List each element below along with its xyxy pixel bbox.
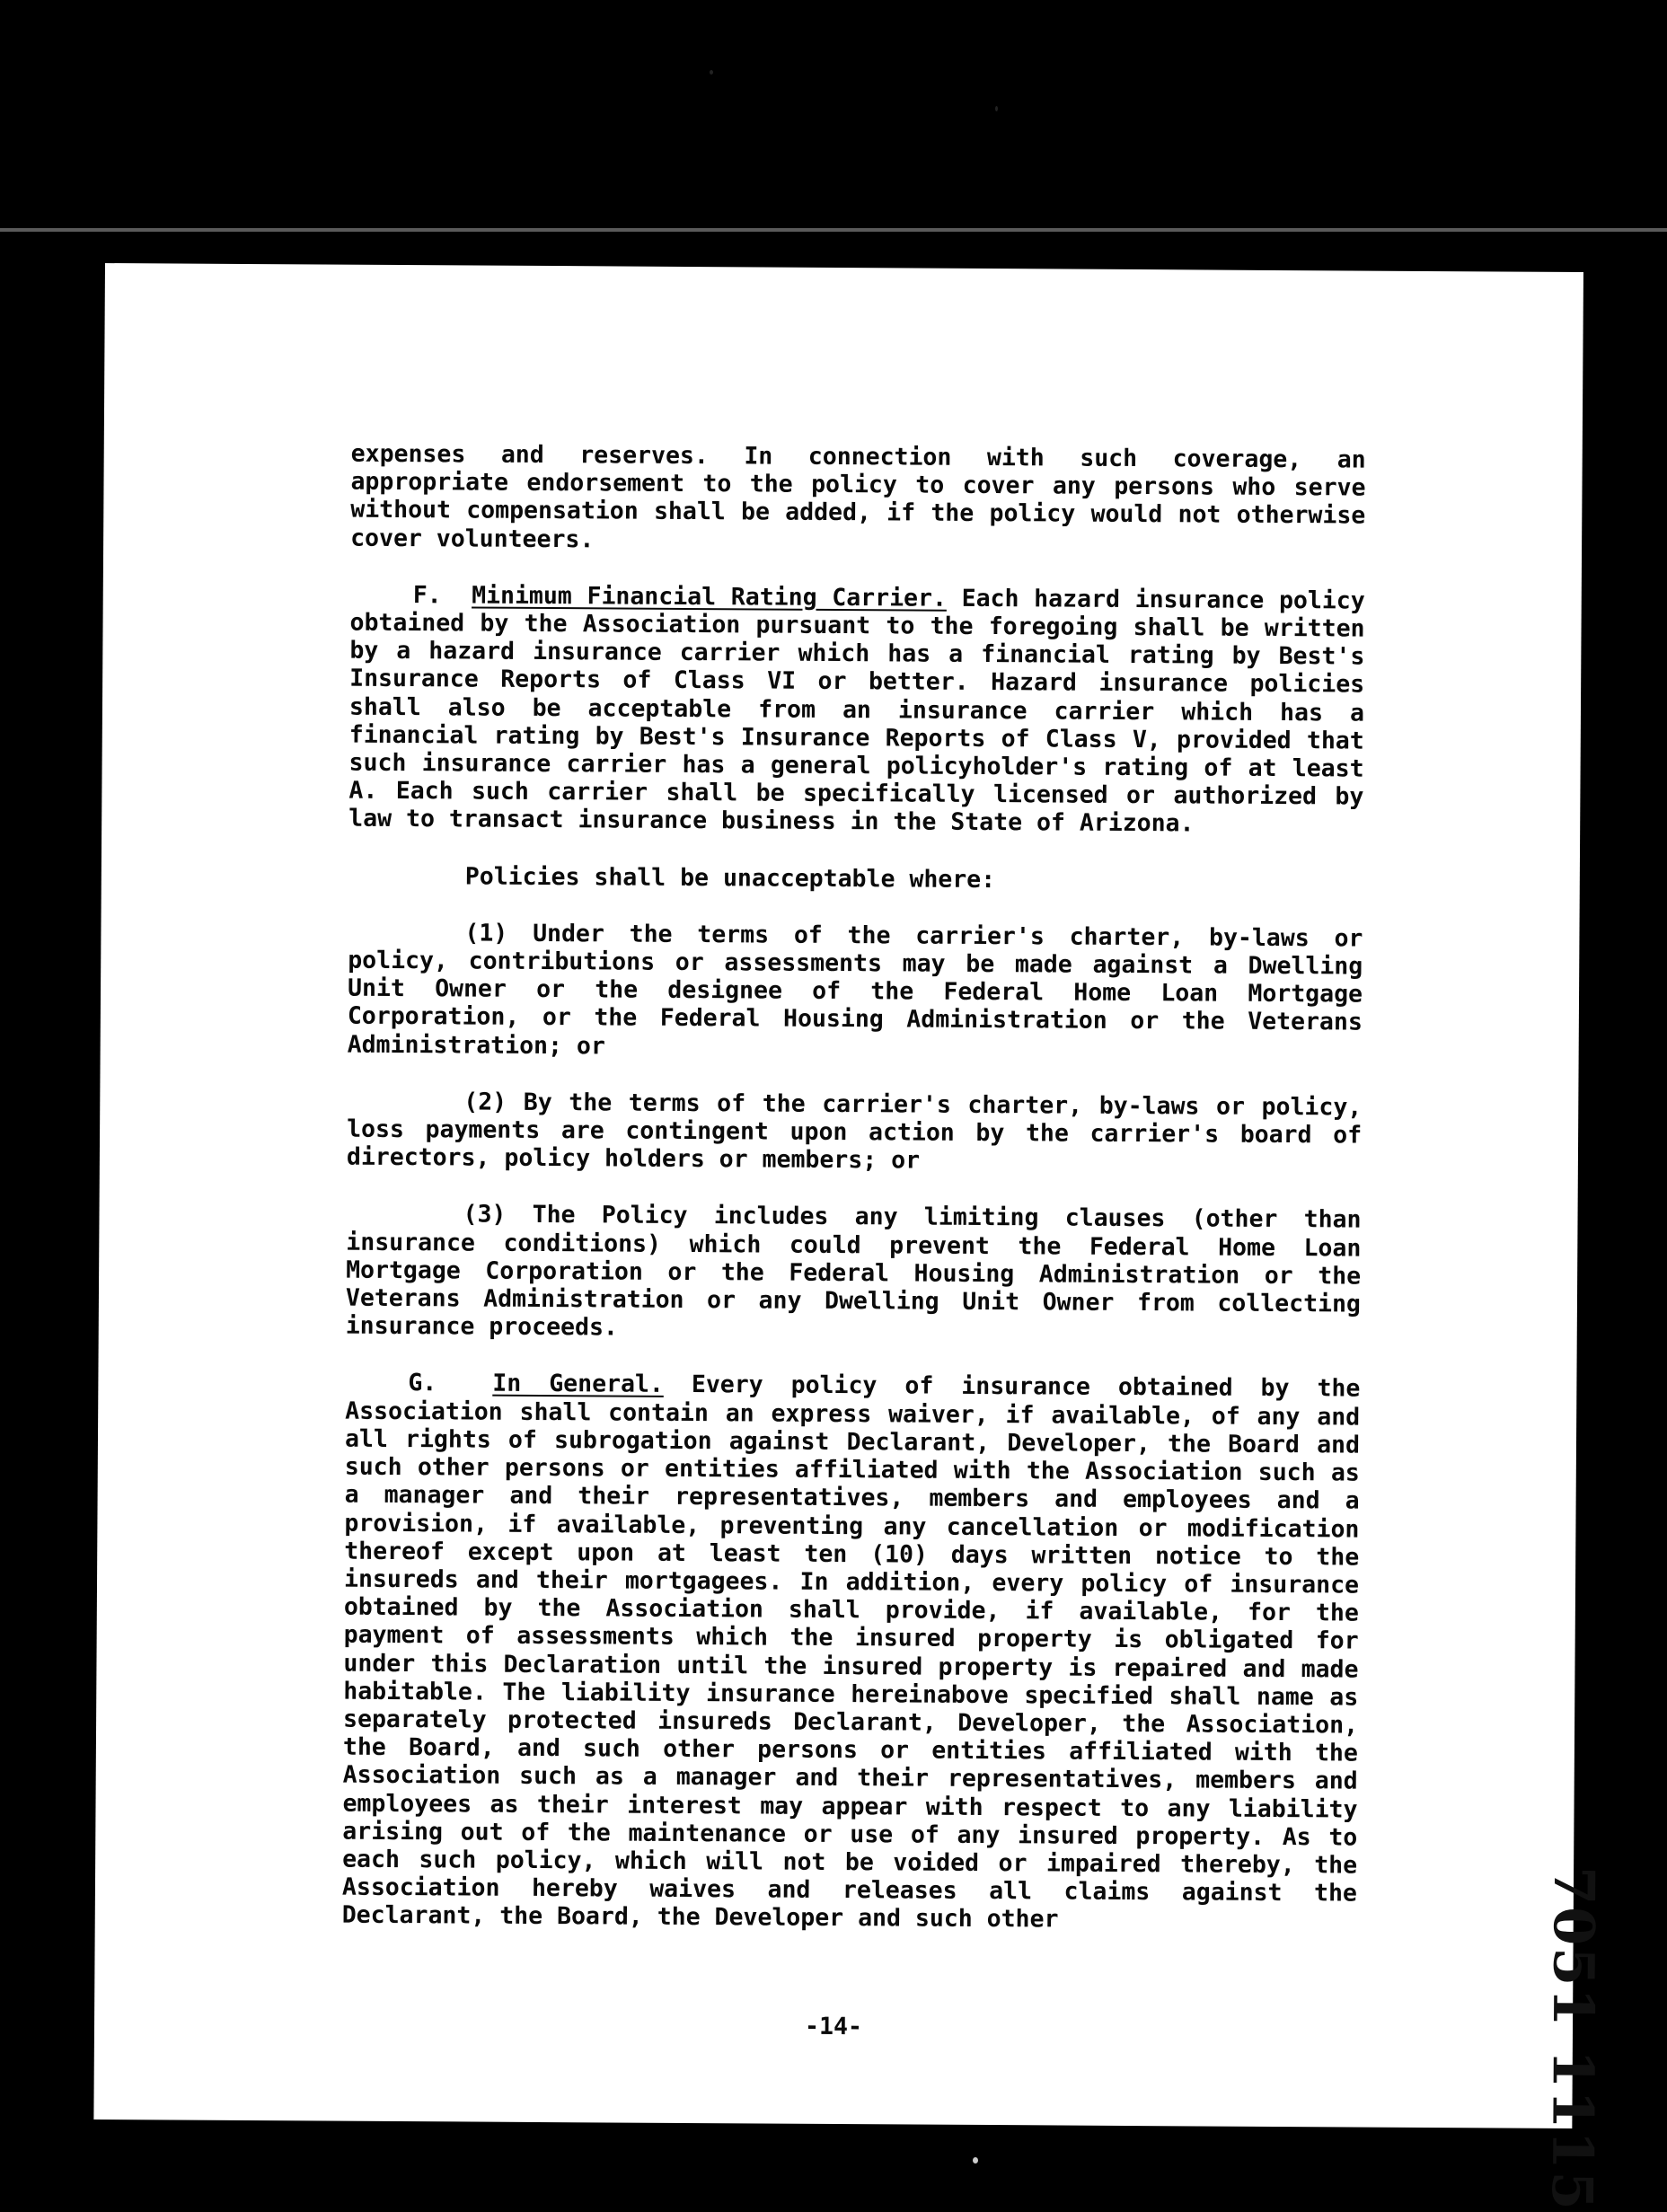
section-letter: F. <box>412 580 442 610</box>
section-text: Every policy of insurance obtained by the Association shall contain an express waiver, if available, of any and all rights of subrogation against Declarant, Developer, the Board and such other persons or entities affiliated with the Association such as a manager and their representatives, members and employees and a provision, if available, preventing any cancellation or modification thereof except upon at least ten (10) days written notice to the insureds and their mortgagees. In addition, every policy of insurance obtained by the Association shall provide, if available, for the payment of assessments which the insured property is obligated for under this Declaration until the insured property is repaired and made habitable. The liability insurance hereinabove specified shall name as separately protected insureds Declarant, Developer, the Association, the Board, and such other persons or entities affiliated with the Association such as a manager and their representatives, members and employees as their interest may appear with respect to any liability arising out of the maintenance or use of any insured property. As to each such policy, which will not be voided or impaired thereby, the Association hereby waives and releases all claims against the Declarant, the Board, the Developer and such other <box>341 1370 1361 1934</box>
document-body <box>341 440 1365 1964</box>
list-item-2 <box>347 1088 1363 1178</box>
list-item-3 <box>346 1200 1362 1346</box>
scan-speck <box>973 2157 978 2164</box>
paragraph-continuation <box>350 440 1366 559</box>
list-item-text: The Policy includes any limiting clauses (other than insurance conditions) which could prevent the Federal Home Loan Mortgage Corporation or the Federal Housing Administration or the Veterans Administration or any Dwelling Unit Owner from collecting insurance proceeds. <box>345 1201 1362 1342</box>
paragraph-text: expenses and reserves. In connection with such coverage, an appropriate endorsement to the policy to cover any persons who serve without compensation shall be added, if the policy would not otherwise cover volunteers. <box>350 439 1366 553</box>
paragraph-text: Policies shall be unacceptable where: <box>464 862 996 894</box>
section-heading: In General. <box>492 1370 664 1399</box>
list-item-1 <box>348 919 1363 1065</box>
recording-stamp: 7051 1115 <box>1539 1865 1608 2212</box>
page-number: -14- <box>805 2012 863 2041</box>
scan-speck <box>995 106 998 111</box>
list-item-number: (3) <box>463 1200 507 1229</box>
paragraph-unacceptable-intro <box>348 861 1363 895</box>
list-item-number: (2) <box>463 1088 507 1116</box>
section-text: Each hazard insurance policy obtained by the Association pursuant to the foregoing shall be written by a hazard insurance carrier which has a financial rating by Best's Insurance Reports of Class VI or better. Hazard insurance policies shall also be acceptable from an insurance carrier which has a financial rating by Best's Insurance Reports of Class V, provided that such insurance carrier has a general policyholder's rating of at least A. Each such carrier shall be specifically licensed or authorized by law to transact insurance business in the State of Arizona. <box>348 584 1365 838</box>
document-page <box>93 263 1608 2212</box>
section-f <box>348 580 1365 839</box>
scan-speck <box>710 70 713 75</box>
section-heading: Minimum Financial Rating Carrier. <box>472 581 948 612</box>
scan-edge-line <box>0 228 1667 232</box>
section-g <box>342 1369 1361 1935</box>
section-letter: G. <box>408 1369 437 1397</box>
list-item-text: Under the terms of the carrier's charter, by-laws or policy, contributions or assessments may be made against a Dwelling Unit Owner or the designee of the Federal Home Loan Mortgage Corporation, or the Federal Housing Administration or the Veterans Administration; or <box>347 919 1363 1061</box>
list-item-text: By the terms of the carrier's charter, by-laws or policy, loss payments are contingent upon action by the carrier's board of directors, policy holders or members; or <box>346 1088 1363 1175</box>
list-item-number: (1) <box>464 919 508 947</box>
